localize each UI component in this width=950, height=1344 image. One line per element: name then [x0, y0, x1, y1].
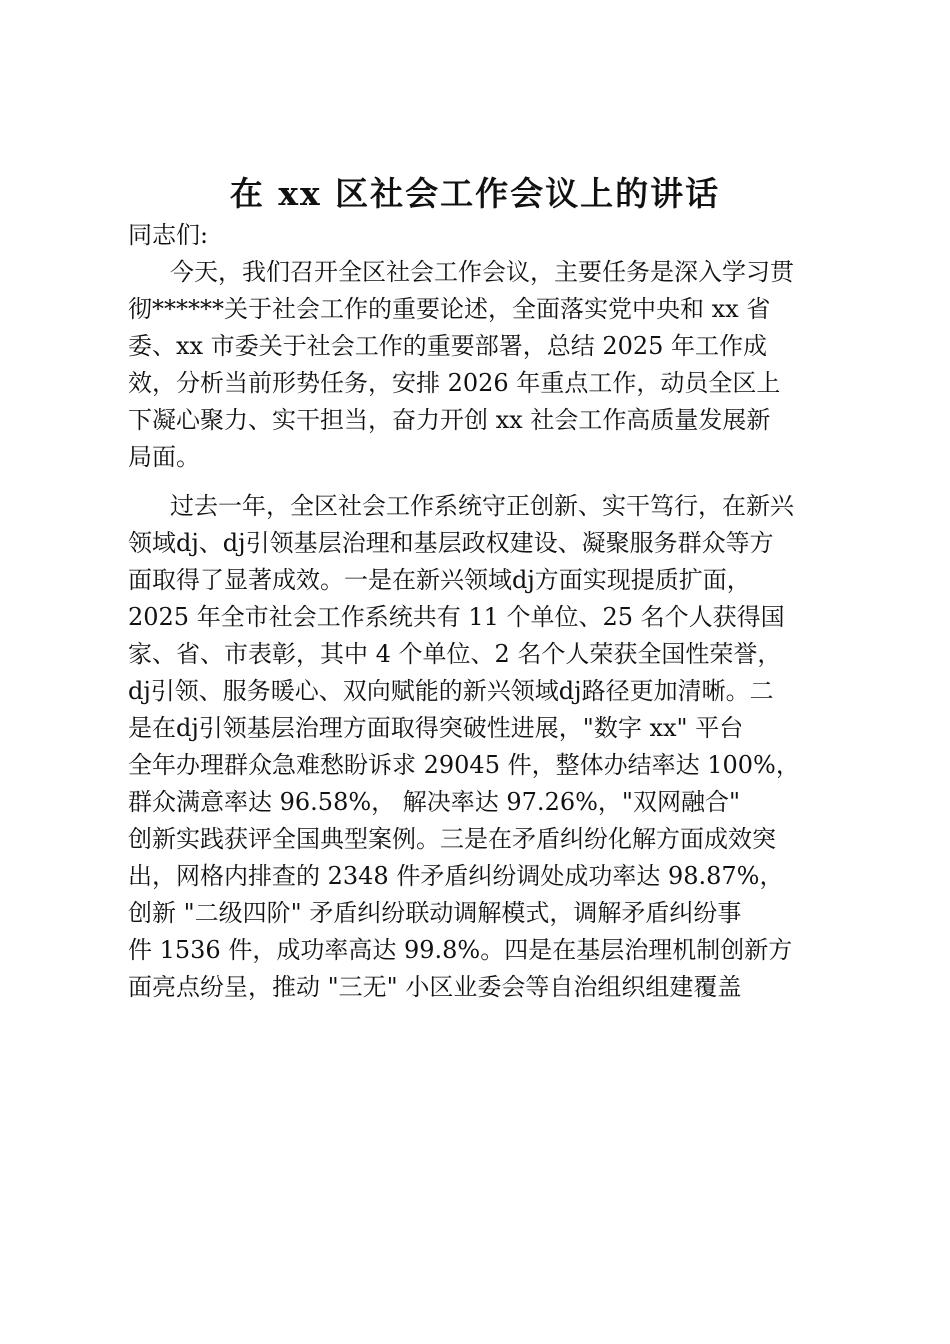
paragraph-line: 出，网格内排查的 2348 件矛盾纠纷调处成功率达 98.87%，	[128, 862, 784, 890]
paragraph-line: 件 1536 件，成功率高达 99.8%。四是在基层治理机制创新方	[128, 936, 793, 964]
paragraph-line: 全年办理群众急难愁盼诉求 29045 件，整体办结率达 100%，	[128, 751, 800, 779]
paragraph-line: 创新实践获评全国典型案例。三是在矛盾纠纷化解方面成效突	[128, 825, 776, 853]
document-title: 在 xx 区社会工作会议上的讲话	[229, 174, 721, 213]
paragraph-line: 委、xx 市委关于社会工作的重要部署，总结 2025 年工作成	[128, 332, 768, 360]
paragraph-line: 2025 年全市社会工作系统共有 11 个单位、25 名个人获得国	[128, 603, 785, 631]
paragraph-line: 是在dj引领基层治理方面取得突破性进展，"数字 xx" 平台	[128, 714, 744, 742]
paragraph-line: 面亮点纷呈，推动 "三无" 小区业委会等自治组织组建覆盖	[128, 973, 742, 1001]
paragraph-line: 局面。	[128, 443, 200, 471]
document-body	[128, 217, 828, 1006]
salutation: 同志们:	[128, 221, 209, 249]
paragraph-1	[128, 254, 828, 476]
paragraph-spacer	[128, 476, 828, 488]
paragraph-line: 群众满意率达 96.58%， 解决率达 97.26%，"双网融合"	[128, 788, 740, 816]
paragraph-line: 彻******关于社会工作的重要论述，全面落实党中央和 xx 省	[128, 295, 771, 323]
paragraph-line: 下凝心聚力、实干担当，奋力开创 xx 社会工作高质量发展新	[128, 406, 771, 434]
paragraph-line: 今天，我们召开全区社会工作会议，主要任务是深入学习贯	[170, 258, 794, 286]
paragraph-line: 面取得了显著成效。一是在新兴领域dj方面实现提质扩面，	[128, 566, 751, 594]
paragraph-line: dj引领、服务暖心、双向赋能的新兴领域dj路径更加清晰。二	[128, 677, 774, 705]
paragraph-line: 领域dj、dj引领基层治理和基层政权建设、凝聚服务群众等方	[128, 529, 774, 557]
paragraph-line: 过去一年，全区社会工作系统守正创新、实干笃行，在新兴	[170, 492, 794, 520]
paragraph-line: 家、省、市表彰，其中 4 个单位、2 名个人荣获全国性荣誉，	[128, 640, 782, 668]
paragraph-line: 创新 "二级四阶" 矛盾纠纷联动调解模式，调解矛盾纠纷事	[128, 899, 742, 927]
paragraph-2	[128, 488, 828, 1006]
paragraph-line: 效，分析当前形势任务，安排 2026 年重点工作，动员全区上	[128, 369, 781, 397]
